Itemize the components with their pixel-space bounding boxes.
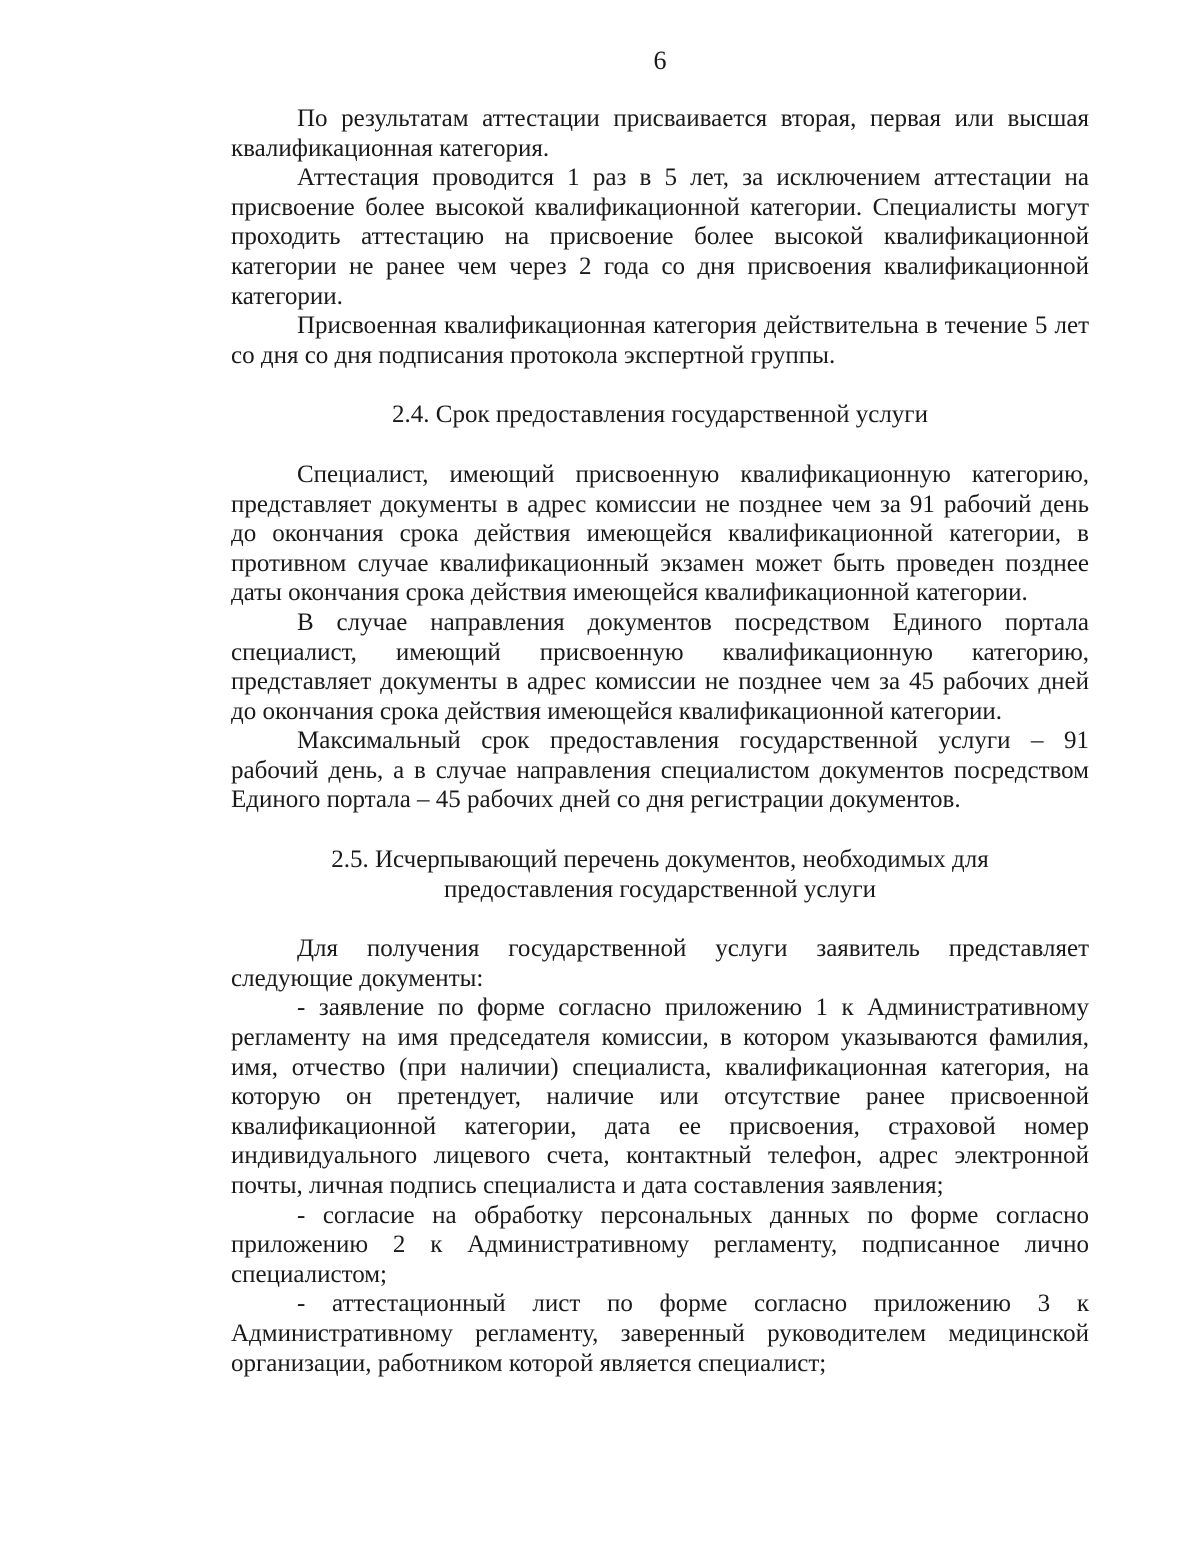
page-number: 6: [653, 46, 667, 75]
page-content: [231, 104, 1089, 1378]
paragraph: Аттестация проводится 1 раз в 5 лет, за исключением аттестации на присвоение более высокой квалификационной категории. Специалисты могут проходить аттестацию на присвоение более высокой квалификационной категории не ранее чем через 2 года со дня присвоения квалификационной категории.: [231, 164, 1089, 310]
paragraph: Специалист, имеющий присвоенную квалификационную категорию, представляет документы в адрес комиссии не позднее чем за 91 рабочий день до окончания срока действия имеющейся квалификационной категории, в противном случае квалификационный экзамен может быть проведен позднее даты окончания срока действия имеющейся квалификационной категории.: [231, 460, 1089, 607]
section-heading-line: 2.5. Исчерпывающий перечень документов, необходимых для: [331, 846, 989, 874]
paragraph: По результатам аттестации присваивается вторая, первая или высшая квалификационная категория.: [231, 105, 1089, 162]
paragraph: Для получения государственной услуги заявитель представляет следующие документы:: [231, 935, 1089, 992]
list-item: - аттестационный лист по форме согласно приложению 3 к Административному регламенту, заверенный руководителем медицинской организации, работником которой является специалист;: [231, 1290, 1089, 1377]
section-heading-2-4: 2.4. Срок предоставления государственной услуги: [392, 401, 928, 429]
list-item: - согласие на обработку персональных данных по форме согласно приложению 2 к Административному регламенту, подписанное лично специалистом;: [231, 1201, 1089, 1288]
section-heading-2-5: [231, 845, 1089, 904]
paragraph: Присвоенная квалификационная категория действительна в течение 5 лет со дня со дня подписания протокола экспертной группы.: [231, 312, 1089, 369]
paragraph: Максимальный срок предоставления государственной услуги – 91 рабочий день, а в случае направления специалистом документов посредством Единого портала – 45 рабочих дней со дня регистрации документов.: [231, 727, 1089, 814]
paragraph: В случае направления документов посредством Единого портала специалист, имеющий присвоенную квалификационную категорию, представляет документы в адрес комиссии не позднее чем за 45 рабочих дней до окончания срока действия имеющейся квалификационной категории.: [231, 608, 1089, 725]
section-heading-line: предоставления государственной услуги: [443, 875, 877, 903]
list-item: - заявление по форме согласно приложению 1 к Административному регламенту на имя председателя комиссии, в котором указываются фамилия, имя, отчество (при наличии) специалиста, квалификационная категория, на которую он претендует, наличие или отсутствие ранее присвоенной квалификационной категории, дата ее присвоения, страховой номер индивидуального лицевого счета, контактный телефон, адрес электронной почты, личная подпись специалиста и дата составления заявления;: [231, 994, 1089, 1199]
